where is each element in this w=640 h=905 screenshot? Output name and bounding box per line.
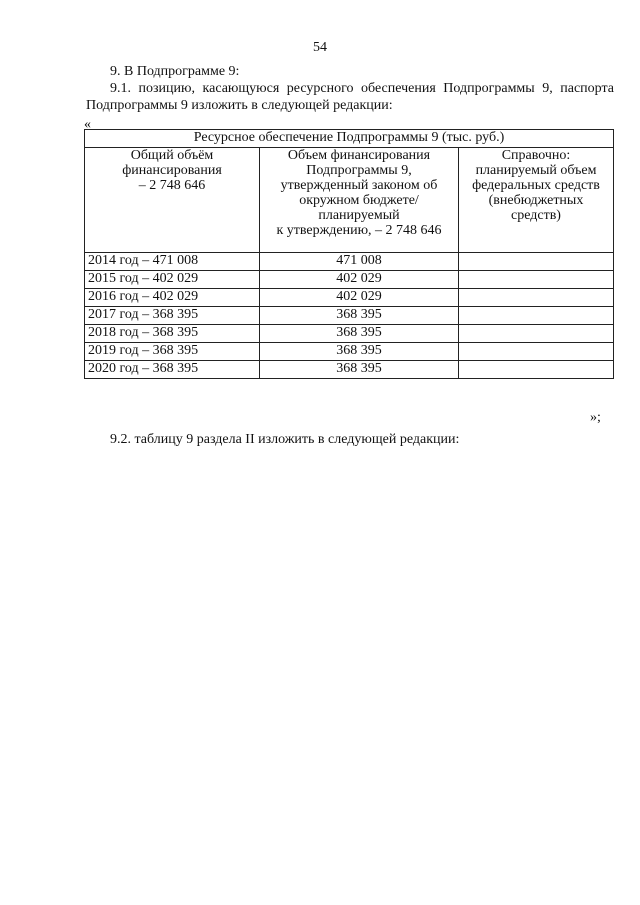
header-subprogram-funding-line: Подпрограммы 9, — [306, 163, 412, 178]
table-title-row — [85, 130, 614, 148]
page-number: 54 — [313, 40, 327, 55]
header-subprogram-funding-line: утвержденный законом об — [280, 178, 438, 193]
value-cell: 471 008 — [260, 253, 459, 271]
reference-cell — [459, 361, 614, 379]
year-cell: 2018 год – 368 395 — [85, 325, 260, 343]
header-federal-reference — [459, 148, 614, 253]
reference-cell — [459, 343, 614, 361]
opening-quote: « — [84, 117, 91, 132]
year-cell: 2019 год – 368 395 — [85, 343, 260, 361]
paragraph-9-1: 9.1. позицию, касающуюся ресурсного обеспечения Подпрограммы 9, паспорта Подпрограммы 9 изложить в следующей редакции: — [86, 81, 614, 113]
header-federal-reference-line: планируемый объем — [475, 163, 597, 178]
year-cell: 2015 год – 402 029 — [85, 271, 260, 289]
table-row — [85, 361, 614, 379]
header-federal-reference-line: (внебюджетных — [488, 193, 584, 208]
value-cell: 368 395 — [260, 307, 459, 325]
year-cell: 2017 год – 368 395 — [85, 307, 260, 325]
reference-cell — [459, 325, 614, 343]
header-federal-reference-line: средств) — [511, 208, 561, 223]
header-subprogram-funding-line: к утверждению, – 2 748 646 — [276, 223, 442, 238]
header-subprogram-funding-line: окружном бюджете/ — [299, 193, 419, 208]
header-total-funding-line: Общий объём — [130, 148, 214, 163]
header-subprogram-funding-line: Объем финансирования — [287, 148, 431, 163]
year-cell: 2014 год – 471 008 — [85, 253, 260, 271]
value-cell: 368 395 — [260, 361, 459, 379]
header-total-funding-line: – 2 748 646 — [138, 178, 206, 193]
year-cell: 2020 год – 368 395 — [85, 361, 260, 379]
table-row — [85, 343, 614, 361]
closing-quote: »; — [590, 410, 601, 425]
table-row — [85, 271, 614, 289]
table-header-row — [85, 148, 614, 253]
reference-cell — [459, 289, 614, 307]
table-row — [85, 289, 614, 307]
header-federal-reference-line: федеральных средств — [472, 178, 600, 193]
reference-cell — [459, 271, 614, 289]
header-federal-reference-line: Справочно: — [501, 148, 571, 163]
table-row — [85, 307, 614, 325]
value-cell: 402 029 — [260, 289, 459, 307]
table-row — [85, 253, 614, 271]
table-title: Ресурсное обеспечение Подпрограммы 9 (тыс. руб.) — [85, 130, 614, 148]
header-subprogram-funding-line: планируемый — [318, 208, 400, 223]
header-total-funding — [85, 148, 260, 253]
header-subprogram-funding — [260, 148, 459, 253]
reference-cell — [459, 307, 614, 325]
section-heading: 9. В Подпрограмме 9: — [110, 64, 240, 79]
resource-table — [84, 129, 614, 379]
table-row — [85, 325, 614, 343]
value-cell: 368 395 — [260, 343, 459, 361]
value-cell: 402 029 — [260, 271, 459, 289]
paragraph-9-2: 9.2. таблицу 9 раздела II изложить в следующей редакции: — [110, 432, 460, 447]
header-total-funding-line: финансирования — [122, 163, 222, 178]
reference-cell — [459, 253, 614, 271]
year-cell: 2016 год – 402 029 — [85, 289, 260, 307]
value-cell: 368 395 — [260, 325, 459, 343]
